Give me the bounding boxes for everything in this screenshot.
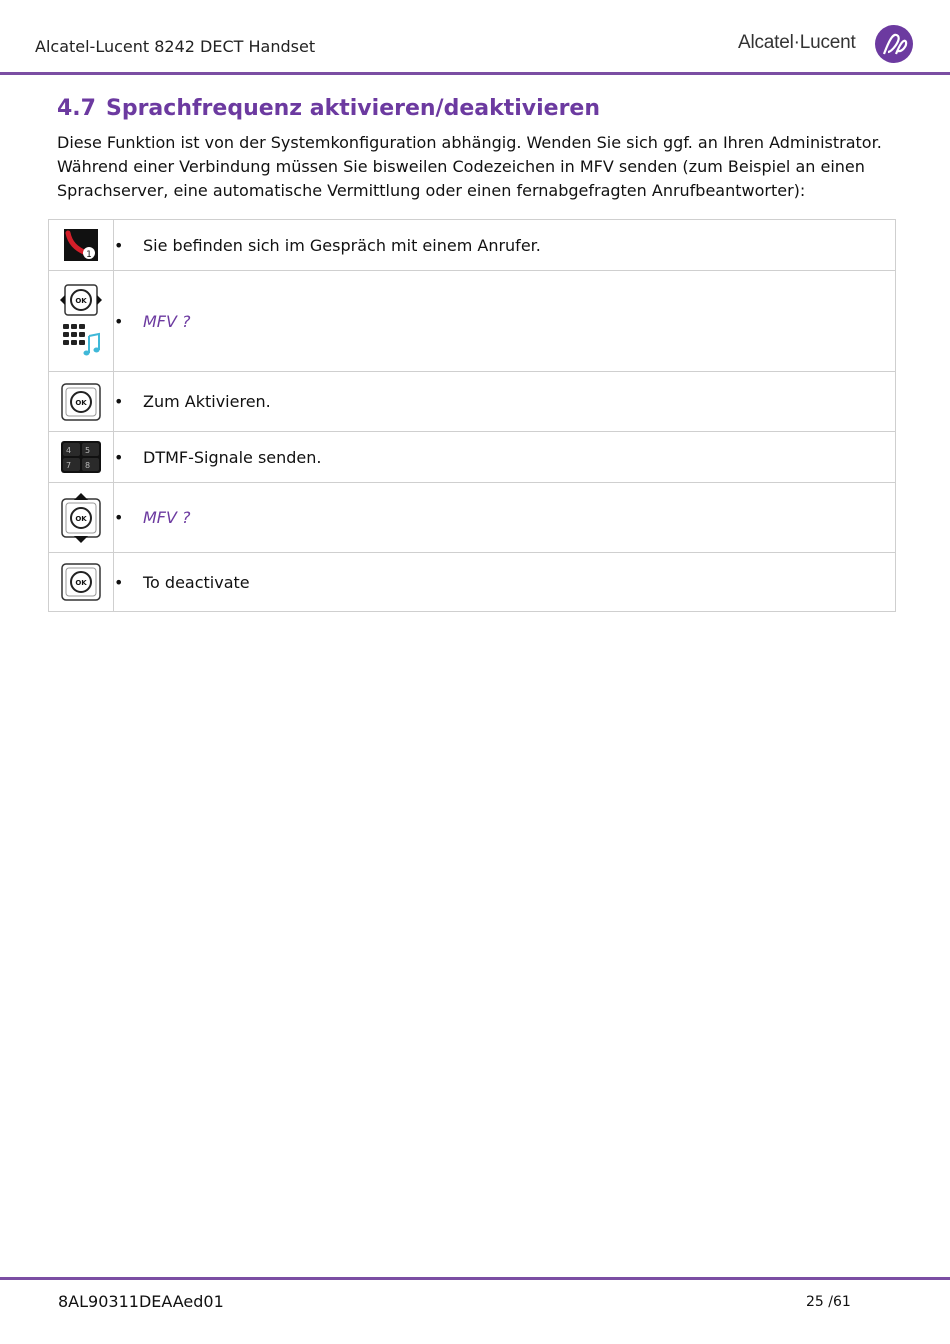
- icon-cell: [49, 271, 114, 372]
- bullet: •: [114, 311, 124, 331]
- svg-text:OK: OK: [75, 398, 87, 407]
- intro-paragraph: Diese Funktion ist von der Systemkonfiguration abhängig. Wenden Sie sich ggf. an Ihren Administrator.: [57, 133, 882, 152]
- bullet: •: [114, 447, 124, 467]
- svg-text:8: 8: [85, 461, 91, 470]
- svg-text:5: 5: [85, 446, 91, 455]
- intro-text: [57, 131, 917, 203]
- call-in-progress-icon: [64, 229, 98, 261]
- icon-cell: [49, 553, 114, 612]
- steps-table: [48, 219, 896, 612]
- ok-button-icon: [61, 383, 101, 421]
- table-row: [49, 220, 896, 271]
- svg-text:OK: OK: [75, 579, 87, 587]
- svg-text:OK: OK: [75, 514, 87, 523]
- ok-left-right-nav-icon: [60, 284, 102, 316]
- icon-cell: [49, 432, 114, 483]
- header-divider: [0, 72, 950, 75]
- step-text-cell: [114, 483, 896, 553]
- icon-cell: [49, 483, 114, 553]
- ok-button-icon: [61, 563, 101, 601]
- section-number: 4.7: [57, 96, 96, 121]
- step-text: To deactivate: [143, 572, 250, 592]
- step-text-cell: [114, 372, 896, 432]
- page-number: 25 /61: [806, 1294, 851, 1310]
- table-row: [49, 271, 896, 372]
- bullet: •: [114, 508, 124, 527]
- ok-up-down-nav-icon: [61, 493, 101, 543]
- step-text-cell: [114, 271, 896, 372]
- intro-paragraph: Während einer Verbindung müssen Sie bisweilen Codezeichen in MFV senden (zum Beispiel an einen Sprachserver, eine automatische Vermittlung oder einen fernabgefragten Anrufbeantworter):: [57, 157, 865, 200]
- footer-divider: [0, 1277, 950, 1280]
- svg-text:OK: OK: [75, 297, 87, 305]
- keypad-music-icon: [61, 322, 101, 358]
- section-title: Sprachfrequenz aktivieren/deaktivieren: [105, 96, 601, 121]
- svg-text:4: 4: [66, 446, 72, 455]
- table-row: [49, 553, 896, 612]
- table-row: [49, 432, 896, 483]
- step-text-cell: [114, 432, 896, 483]
- step-text-cell: [114, 220, 896, 271]
- section-heading: [57, 96, 600, 121]
- step-text: DTMF-Signale senden.: [143, 447, 322, 467]
- table-row: [49, 483, 896, 553]
- icon-cell: [49, 372, 114, 432]
- alcatel-lucent-logo: Alcatel·Lucent: [738, 24, 918, 66]
- document-header-title: Alcatel-Lucent 8242 DECT Handset: [35, 37, 316, 56]
- step-text-cell: [114, 553, 896, 612]
- step-text: Sie befinden sich im Gespräch mit einem Anrufer.: [143, 235, 541, 255]
- document-id: 8AL90311DEAAed01: [58, 1292, 224, 1311]
- bullet: •: [114, 572, 124, 592]
- table-row: [49, 372, 896, 432]
- bullet: •: [114, 235, 124, 255]
- menu-option-text: MFV ?: [143, 311, 191, 331]
- icon-cell: [49, 220, 114, 271]
- svg-text:1: 1: [86, 250, 92, 260]
- dialpad-keys-icon: [61, 441, 101, 473]
- bullet: •: [114, 392, 124, 411]
- svg-text:7: 7: [66, 461, 72, 470]
- menu-option-text: MFV ?: [143, 508, 191, 527]
- step-text: Zum Aktivieren.: [143, 392, 271, 411]
